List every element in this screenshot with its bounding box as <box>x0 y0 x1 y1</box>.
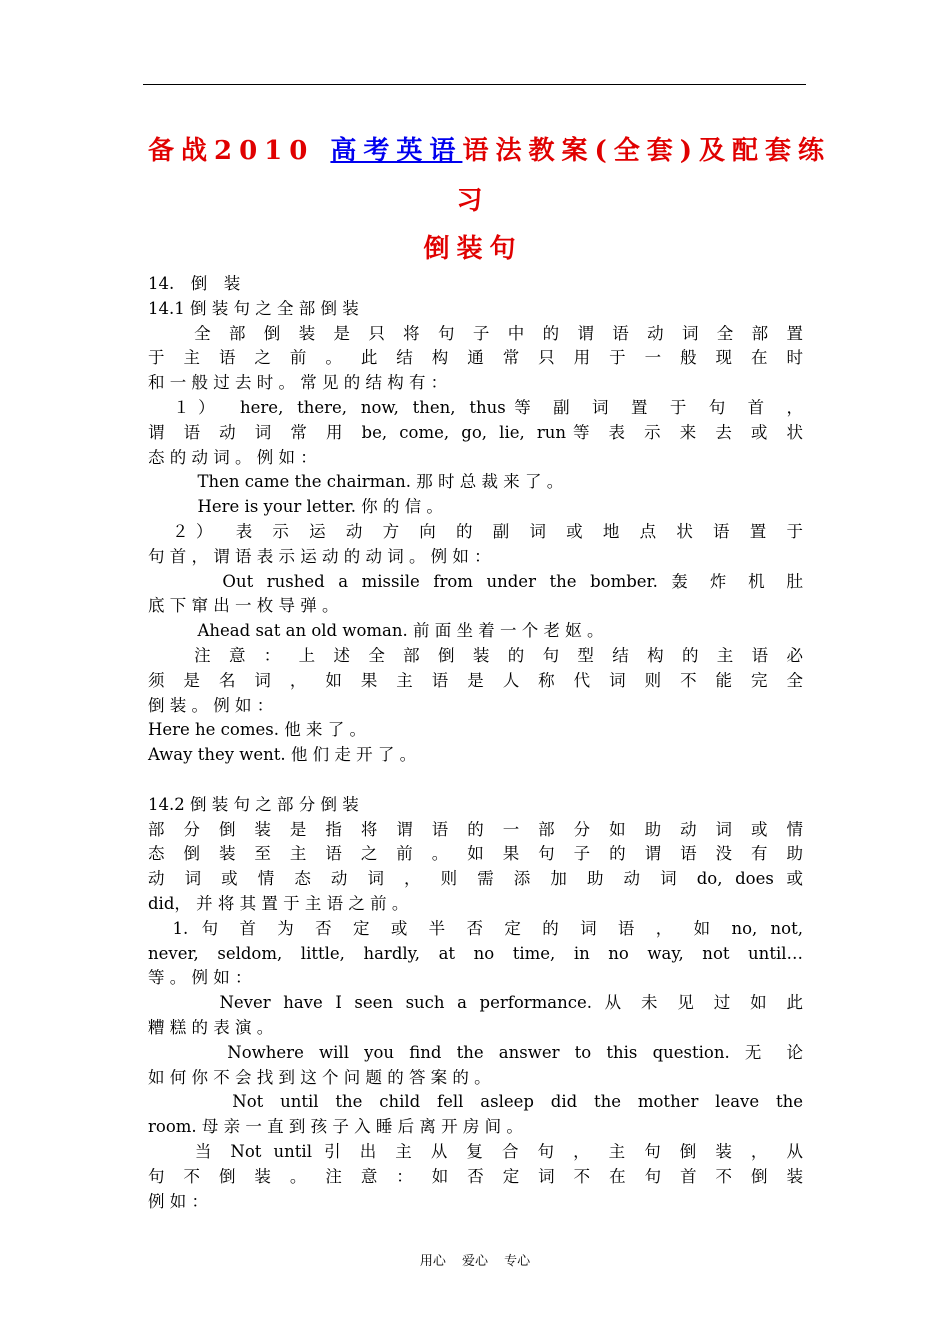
section-heading-full-inversion: 14.1 倒 装 句 之 全 部 倒 装 <box>148 298 359 318</box>
paragraph-line: did， 并 将 其 置 于 主 语 之 前 。 <box>148 894 409 913</box>
paragraph-line: 和 一 般 过 去 时 。 常 见 的 结 构 有 ： <box>148 373 448 393</box>
paragraph-line: 等 。 例 如 ： <box>148 968 252 988</box>
example-line: Never have I seen such a performance. 从 未 见 过 如 此 <box>148 993 803 1013</box>
document-subtitle: 倒装句 <box>423 234 523 264</box>
paragraph-line: 动 词 或 情 态 动 词 ， 则 需 添 加 助 动 词 do, does 或 <box>148 869 803 889</box>
example-line: Out rushed a missile from under the bomber. 轰 炸 机 肚 <box>148 571 803 591</box>
example-line: Here is your letter. 你 的 信 。 <box>148 497 443 517</box>
page-footer: 用心 爱心 专心 <box>419 1254 531 1269</box>
paragraph-line: １） here, there, now, then, thus等 副 词 置 于 句 首 ， <box>148 398 803 417</box>
paragraph-line: 1. 句 首 为 否 定 或 半 否 定 的 词 语 ， 如 no, not, <box>148 918 803 938</box>
paragraph-line: 态 倒 装 至 主 语 之 前 。 如 果 句 子 的 谓 语 没 有 助 <box>148 844 803 864</box>
note-line: 注 意 ： 上 述 全 部 倒 装 的 句 型 结 构 的 主 语 必 <box>148 646 803 665</box>
paragraph-line: never, seldom, little, hardly, at no time, in no way, not until… <box>148 943 803 963</box>
paragraph-line: 句 首 ， 谓 语 表 示 运 动 的 动 词 。 例 如 ： <box>148 546 491 566</box>
paragraph-line: 态 的 动 词 。 例 如 ： <box>148 447 317 467</box>
example-line: Away they went. 他 们 走 开 了 。 <box>148 745 417 765</box>
paragraph-line: 谓 语 动 词 常 用 be, come, go, lie, run等 表 示 来 去 或 状 <box>148 422 803 442</box>
blank-line <box>148 768 803 793</box>
heading-inversion: 14. 倒 装 <box>148 274 241 293</box>
note-line: 当 Not until 引 出 主 从 复 合 句 ， 主 句 倒 装 ， 从 <box>148 1142 803 1161</box>
note-line: 句 不 倒 装 。 注 意 ： 如 否 定 词 不 在 句 首 不 倒 装 <box>148 1166 803 1186</box>
paragraph-line: 全 部 倒 装 是 只 将 句 子 中 的 谓 语 动 词 全 部 置 <box>148 323 803 343</box>
note-line: 倒 装 。 例 如 ： <box>148 695 274 715</box>
example-line: Here he comes. 他 来 了 。 <box>148 720 366 740</box>
document-title <box>148 130 832 167</box>
example-line: 糟 糕 的 表 演 。 <box>148 1018 274 1037</box>
document-title-line2: 习 <box>456 186 490 216</box>
title-suffix: 语法教案(全套)及配套练 <box>462 136 832 166</box>
note-line: 例 如 ： <box>148 1191 208 1211</box>
example-line: 底 下 窜 出 一 枚 导 弹 。 <box>148 596 339 616</box>
example-line: Not until the child fell asleep did the mother leave the <box>148 1092 803 1112</box>
example-line: Ahead sat an old woman. 前 面 坐 着 一 个 老 妪 。 <box>148 621 604 641</box>
paragraph-line: 部 分 倒 装 是 指 将 谓 语 的 一 部 分 如 助 动 词 或 情 <box>148 819 803 839</box>
section-heading-partial-inversion: 14.2 倒 装 句 之 部 分 倒 装 <box>148 794 359 814</box>
note-line: 须 是 名 词 ， 如 果 主 语 是 人 称 代 词 则 不 能 完 全 <box>148 670 803 690</box>
title-prefix: 备战2010 <box>148 136 331 166</box>
title-link[interactable]: 高考英语 <box>330 136 463 166</box>
example-line: room. 母 亲 一 直 到 孩 子 入 睡 后 离 开 房 间 。 <box>148 1117 523 1137</box>
paragraph-line: 于 主 语 之 前 。 此 结 构 通 常 只 用 于 一 般 现 在 时 <box>148 348 803 368</box>
example-line: Nowhere will you find the answer to this question. 无 论 <box>148 1042 803 1062</box>
example-line: 如 何 你 不 会 找 到 这 个 问 题 的 答 案 的 。 <box>148 1067 491 1087</box>
header-rule <box>143 84 806 85</box>
example-line: Then came the chairman. 那 时 总 裁 来 了 。 <box>148 472 564 492</box>
paragraph-line: ２） 表 示 运 动 方 向 的 副 词 或 地 点 状 语 置 于 <box>148 522 803 541</box>
